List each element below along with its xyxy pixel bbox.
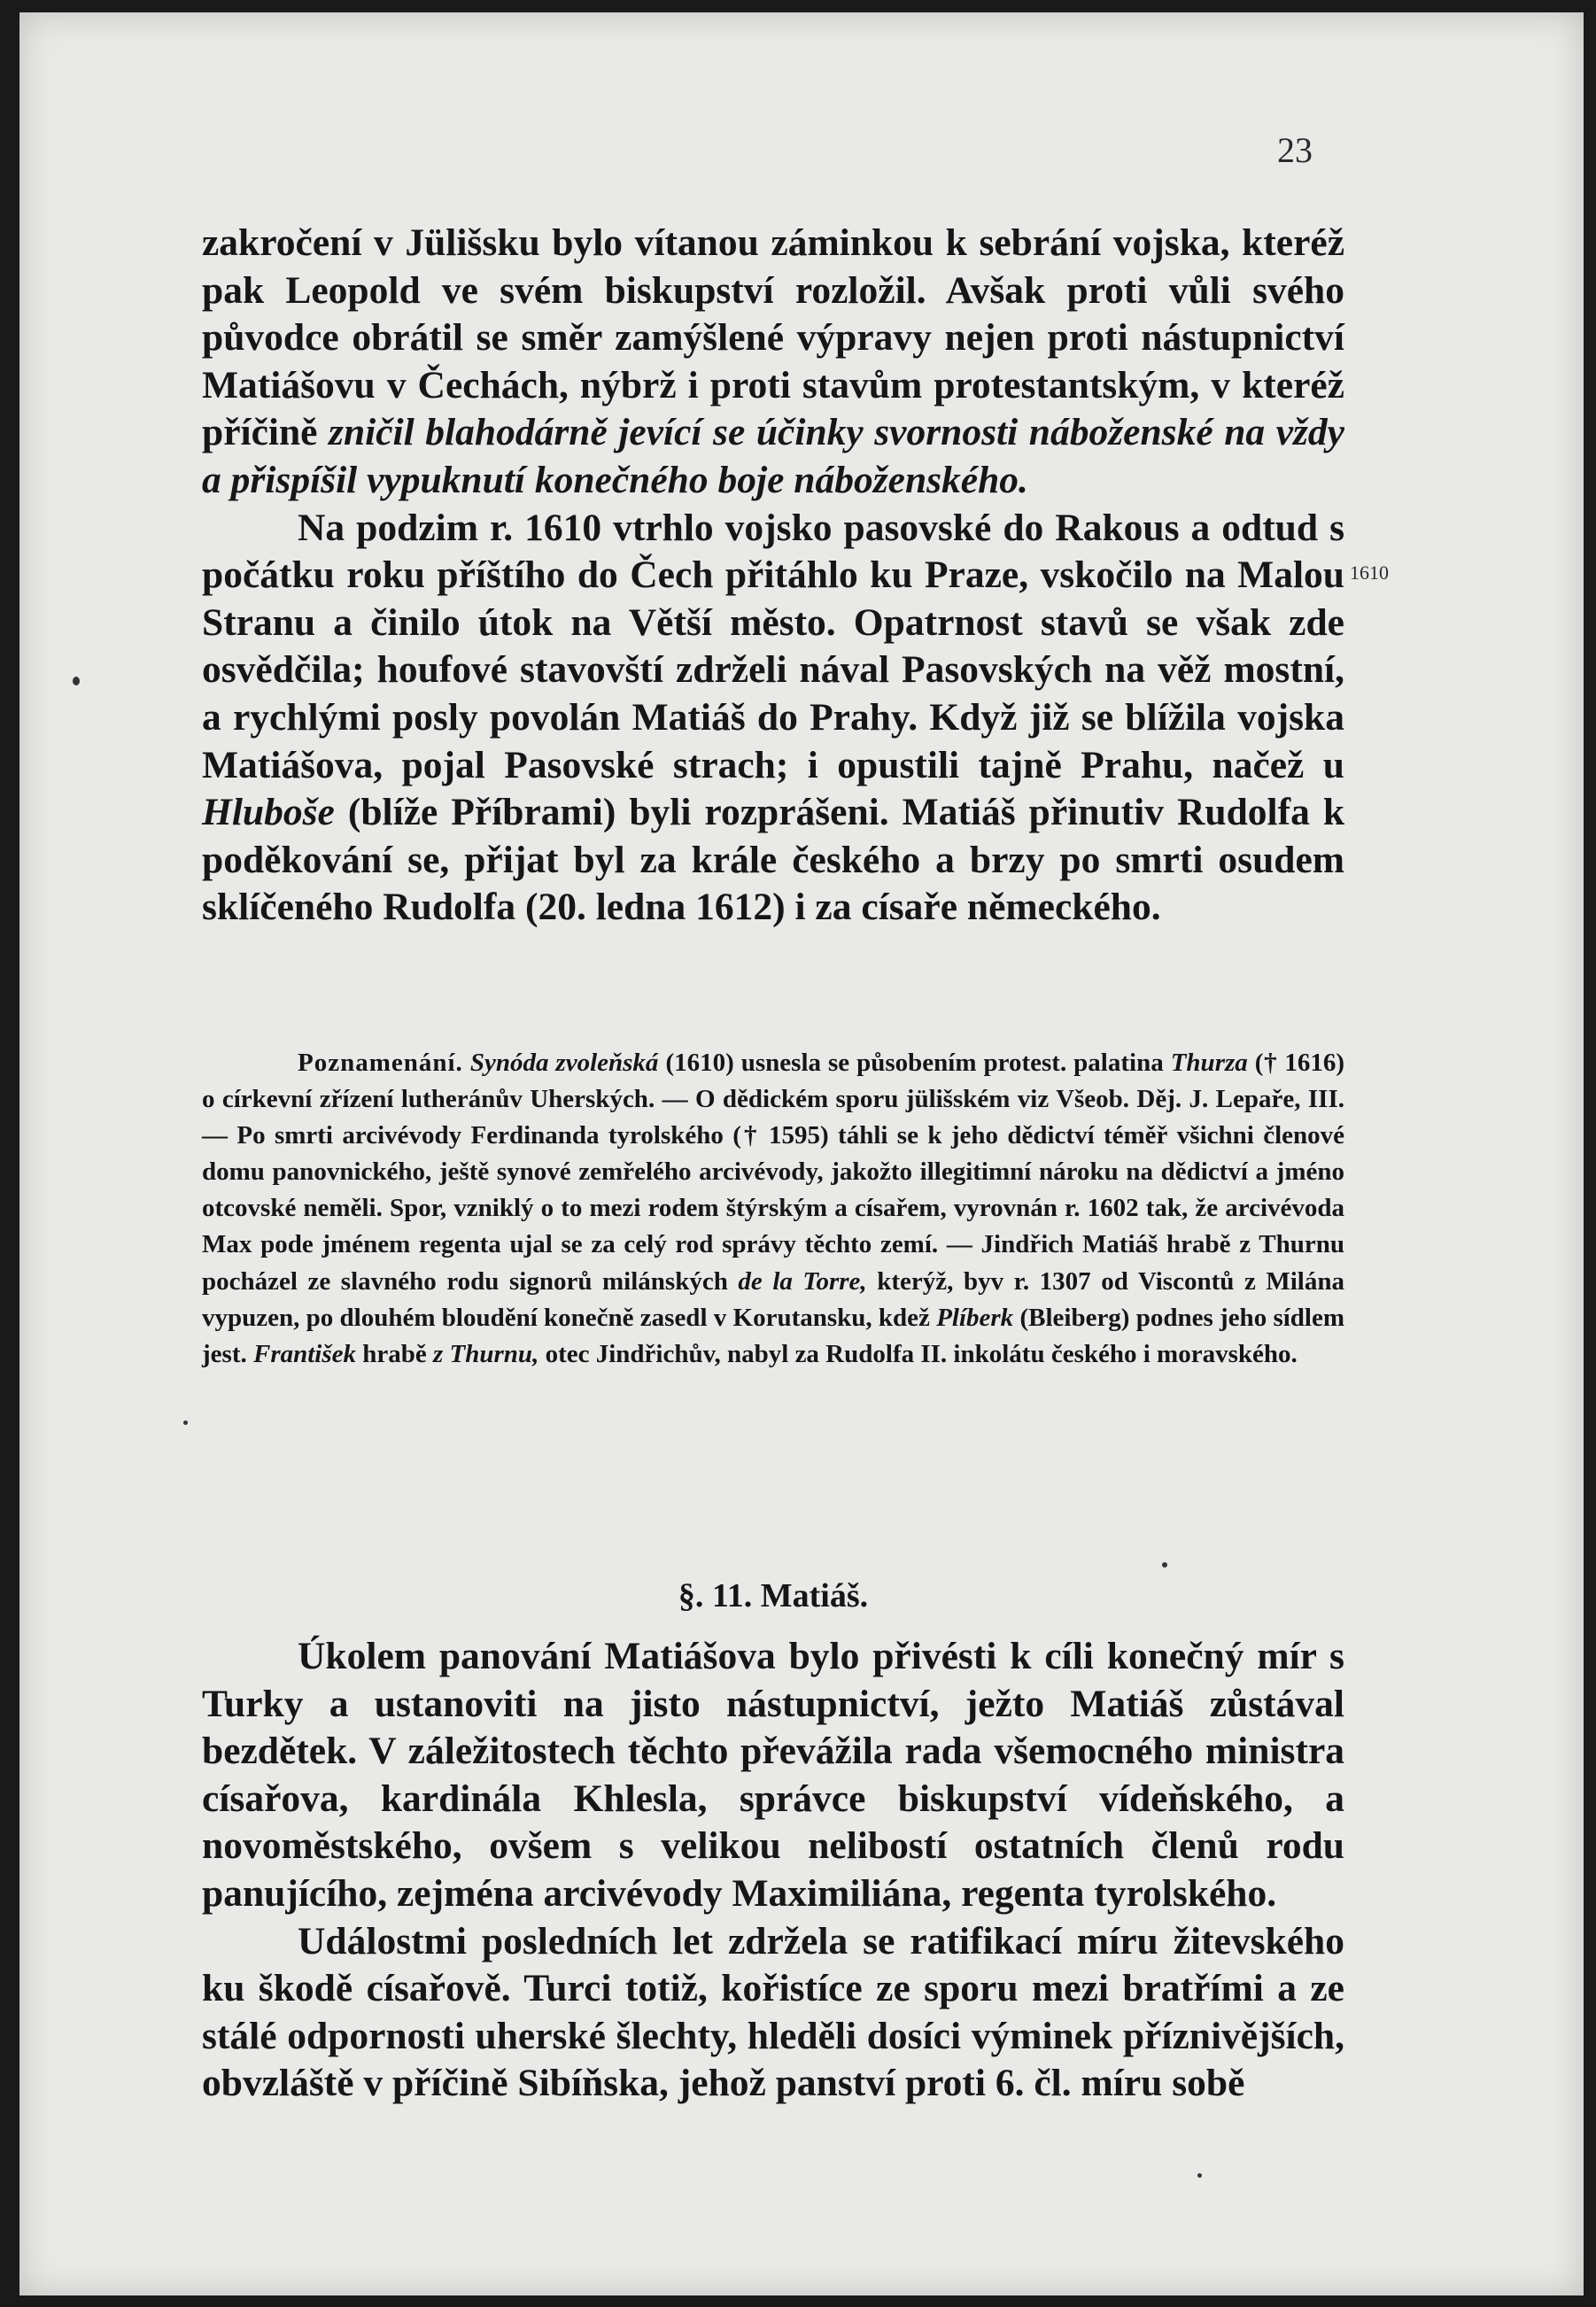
italic-term: Plíberk	[936, 1303, 1014, 1332]
note-text: (Bleiberg) podnes jeho sídlem jest.	[202, 1303, 1345, 1368]
note-text: otec Jindřichův, nabyl za Rudolfa II. inkolátu českého i moravského.	[545, 1339, 1298, 1368]
italic-term: z Thurnu,	[433, 1339, 539, 1368]
book-page	[19, 12, 1584, 2295]
italic-term: František	[252, 1339, 357, 1368]
italic-term: Synóda zvoleňská	[469, 1049, 659, 1077]
paragraph-text: (blíže Příbrami) byli rozprášeni. Matiáš přinutiv Rudolfa k poděkování se, přijat byl za krále českého a brzy po smrti osudem sklíčeného Rudolfa (20. ledna 1612) i za císaře německého.	[202, 791, 1345, 929]
footnote-block	[202, 1045, 1344, 1373]
page-number: 23	[1277, 130, 1313, 170]
paragraph	[202, 220, 1344, 505]
place-name: Hluboše	[202, 791, 335, 834]
footnote-paragraph	[202, 1045, 1344, 1373]
italic-term: Thurza	[1170, 1049, 1248, 1077]
margin-year-note: 1610	[1350, 561, 1389, 584]
paragraph-text: zakročení v Jülišsku bylo vítanou záminkou k sebrání vojska, kteréž pak Leopold ve svém biskupství rozložil. Avšak proti vůli svého původce obrátil se směr zamýšlené výpravy nejen proti nástupnictví Matiášovu v Čechách, nýbrž i proti stavům protestantským, v kteréž příčině	[202, 221, 1344, 454]
note-text: hrabě	[362, 1339, 427, 1368]
section-heading: §. 11. Matiáš.	[678, 1577, 869, 1614]
note-text: (1610) usnesla se působením protest. palatina	[665, 1049, 1164, 1077]
note-text: kterýž, byv r. 1307 od Viscontů z Milána vypuzen, po dlouhém bloudění konečně zasedl v Korutansku, kdež	[202, 1266, 1344, 1332]
ink-speck	[73, 677, 80, 685]
paragraph: Událostmi posledních let zdržela se ratifikací míru žitevského ku škodě císařově. Turci totiž, kořistíce ze sporu mezi bratřími a ze stálé odpornosti uherské šlechty, hleděli dosíci výminek příznivějších, obvzláště v příčině Sibíňska, jehož panství proti 6. čl. míru sobě	[202, 1919, 1344, 2105]
ink-speck	[183, 1421, 188, 1425]
main-text	[202, 220, 1344, 932]
section-text	[202, 1633, 1344, 2108]
italic-term: de la Torre,	[738, 1266, 867, 1296]
ink-speck	[1162, 1562, 1167, 1568]
italic-phrase: zničil blahodárně jevící se účinky svornosti náboženské na vždy a přispíšil vypuknutí konečného boje náboženského.	[202, 411, 1344, 501]
ink-speck	[1197, 2173, 1202, 2178]
paragraph-text: Na podzim r. 1610 vtrhlo vojsko pasovské do Rakous a odtud s počátku roku příštího do Čech přitáhlo ku Praze, vskočilo na Malou Stranu a činilo útok na Větší město. Opatrnost stavů se však zde osvědčila; houfové stavovští zdrželi nával Pasovských na věž mostní, a rychlými posly povolán Matiáš do Prahy. Když již se blížila vojska Matiášova, pojal Pasovské strach; i opustili tajně Prahu, načež u	[202, 506, 1344, 786]
note-text: († 1616) o církevní zřízení lutheránův Uherských. — O dědickém sporu jülišském viz Všeob. Děj. J. Lepaře, III. — Po smrti arcivévody Ferdinanda tyrolského († 1595) táhli se k jeho dědictví téměř všichni členové domu panovnického, ještě synové zemřelého arcivévody, jakožto illegitimní nároku na dědictví a jméno otcovské neměli. Spor, vzniklý o to mezi rodem štýrským a císařem, vyrovnán r. 1602 tak, že arcivévoda Max pode jménem regenta ujal se za celý rod správy těchto zemí. — Jindřich Matiáš hrabě z Thurnu pocházel ze slavného rodu signorů milánských	[202, 1049, 1345, 1296]
notes-heading: Poznamenání.	[298, 1049, 463, 1077]
paragraph: Úkolem panování Matiášova bylo přivésti k cíli konečný mír s Turky a ustanoviti na jisto nástupnictví, ježto Matiáš zůstával bezdětek. V záležitostech těchto převážila rada všemocného ministra císařova, kardinála Khlesla, správce biskupství vídeňského, a novoměstského, ovšem s velikou nelibostí ostatních členů rodu panujícího, zejména arcivévody Maximiliána, regenta tyrolského.	[202, 1635, 1344, 1915]
paragraph	[202, 505, 1344, 932]
